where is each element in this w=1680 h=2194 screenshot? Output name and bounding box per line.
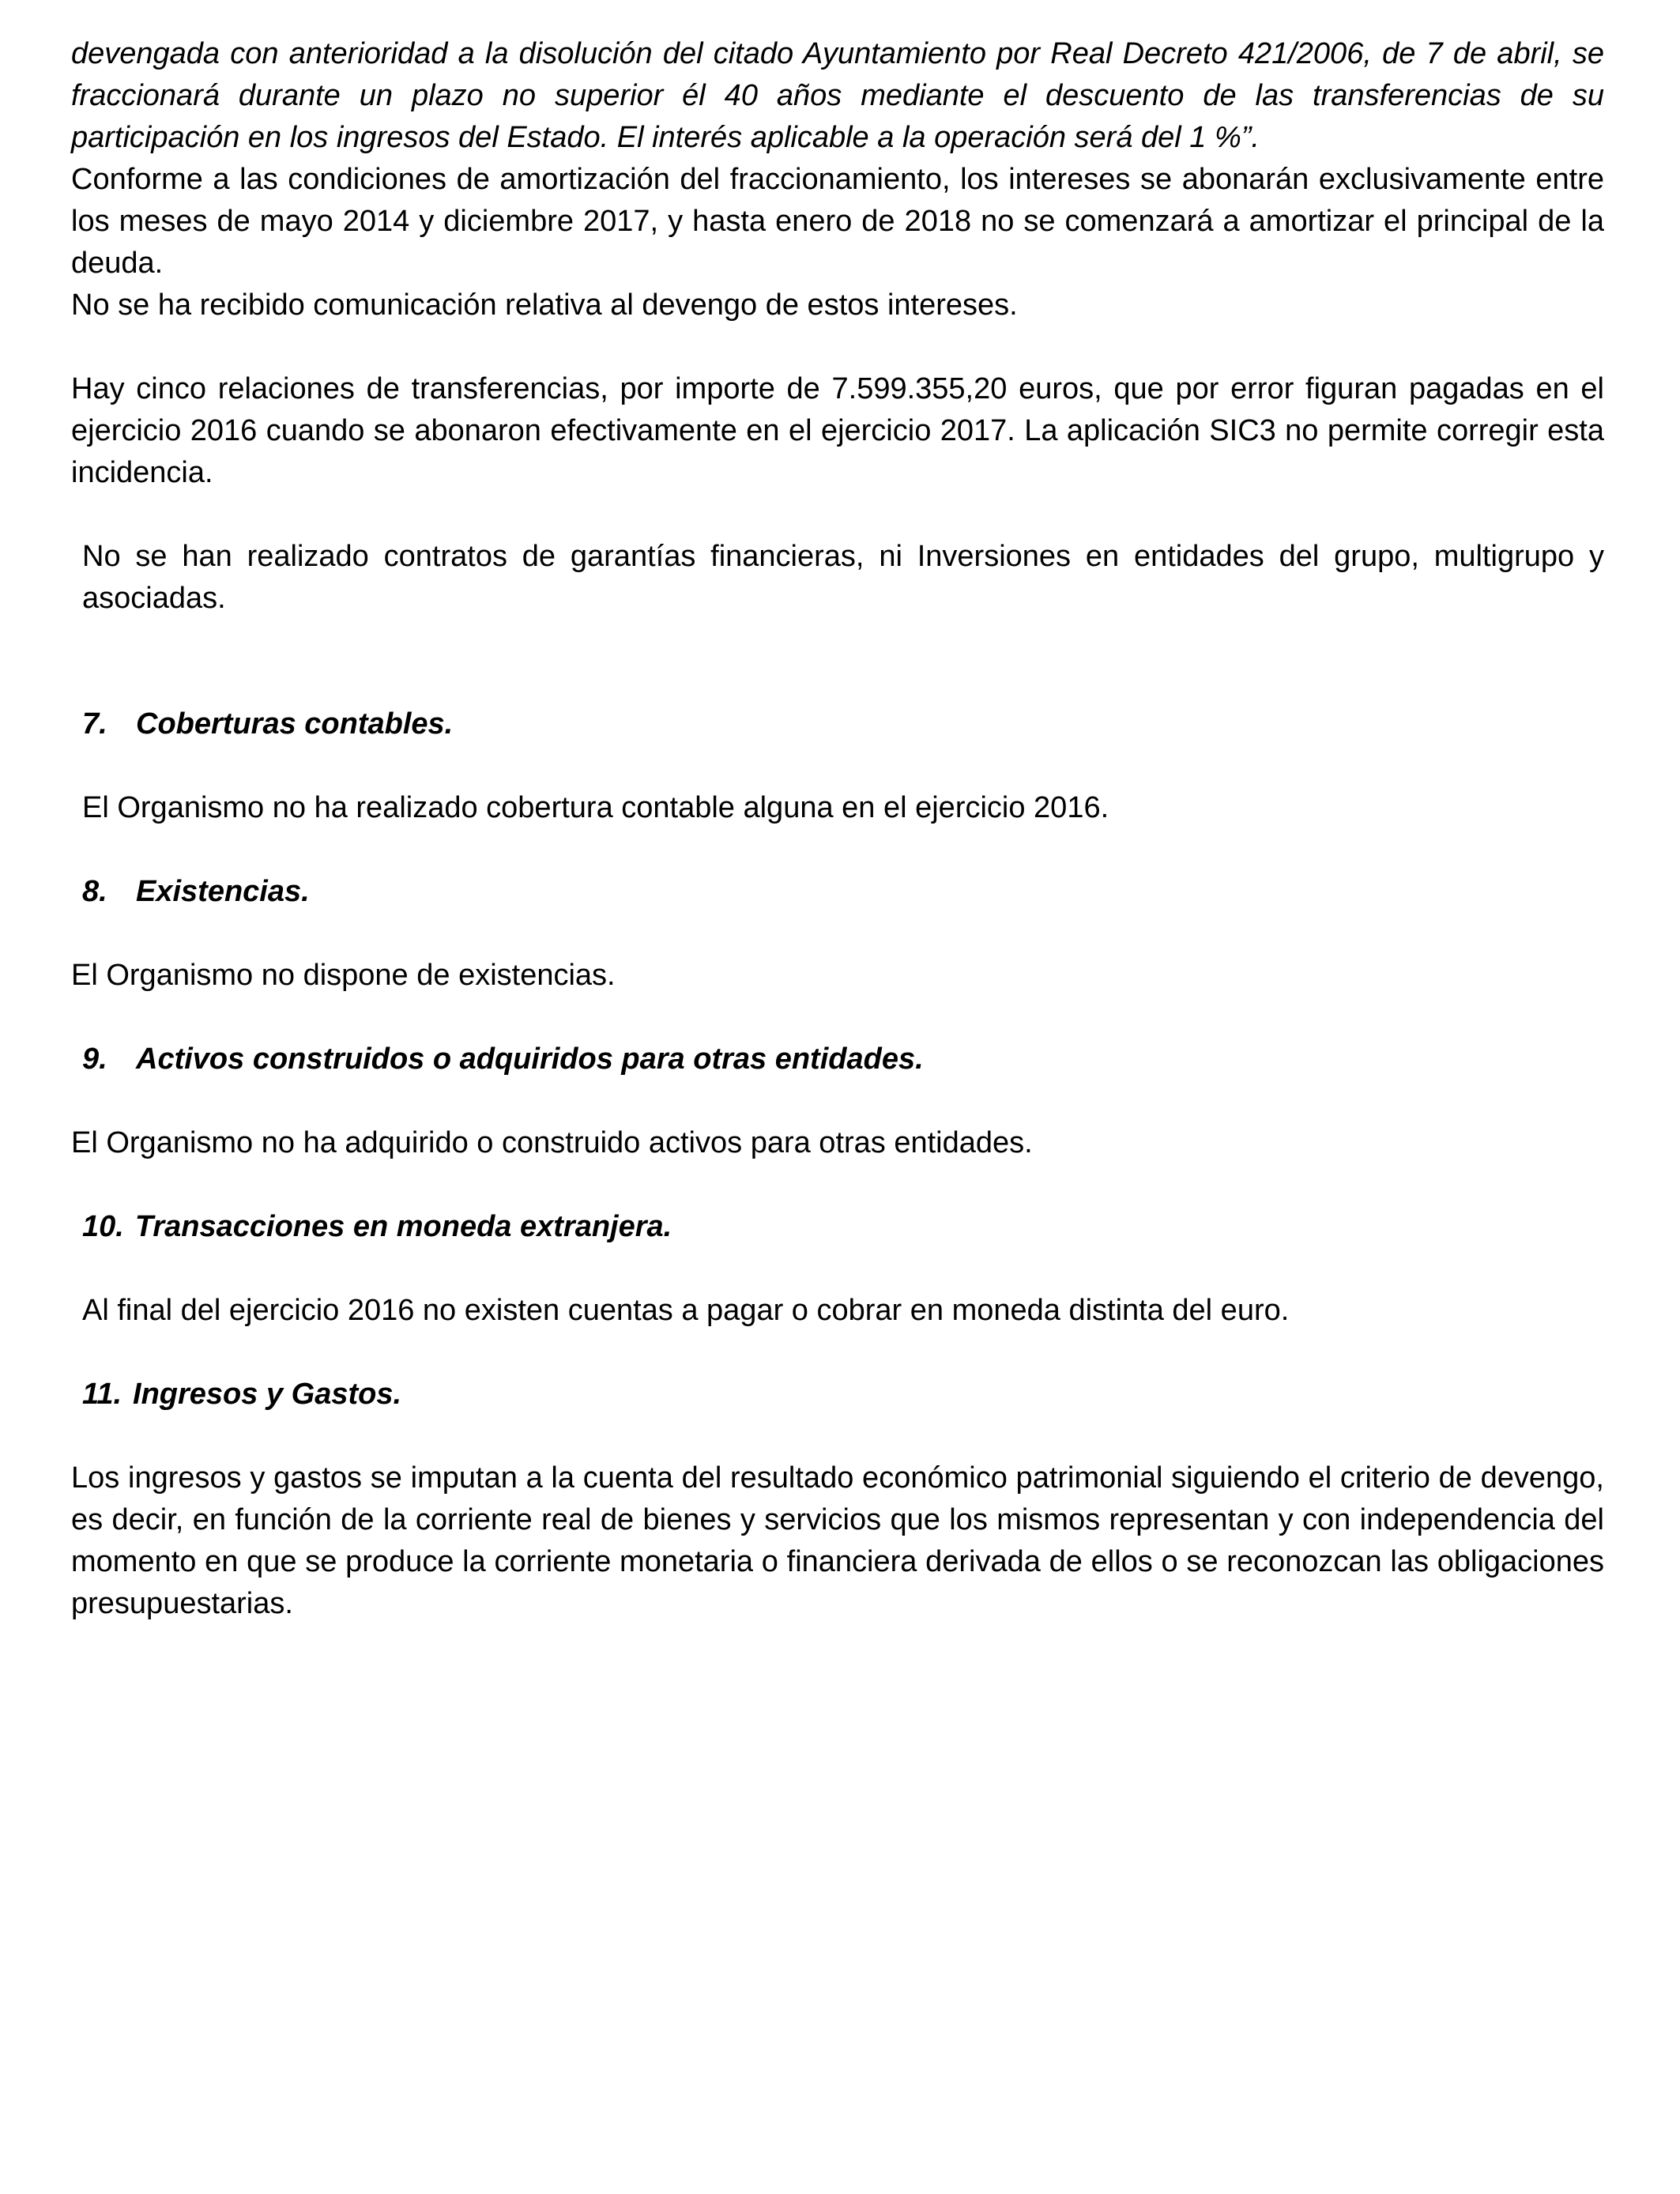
section-number: 8. [82, 875, 107, 908]
paragraph-conforme: Conforme a las condiciones de amortización del fraccionamiento, los intereses se abonarán exclusivamente entre los meses de mayo 2014 y diciembre 2017, y hasta enero de 2018 no se comenzará a amortizar el principal de la deuda. [71, 163, 1604, 280]
section-title: Activos construidos o adquiridos para otras entidades. [136, 1042, 924, 1076]
section-heading-8 [71, 871, 1604, 913]
section-number: 7. [82, 707, 107, 741]
section-title: Coberturas contables. [136, 707, 454, 741]
section-body-8: El Organismo no dispone de existencias. [71, 959, 616, 992]
paragraph-no-recibido: No se ha recibido comunicación relativa al devengo de estos intereses. [71, 288, 1018, 322]
section-number: 11. [82, 1378, 122, 1411]
section-body-7: El Organismo no ha realizado cobertura contable alguna en el ejercicio 2016. [82, 791, 1109, 824]
section-heading-11 [71, 1374, 1604, 1416]
section-body-9: El Organismo no ha adquirido o construido activos para otras entidades. [71, 1126, 1033, 1159]
section-heading-7 [71, 703, 1604, 745]
section-number: 9. [82, 1042, 107, 1076]
paragraph-garantias: No se han realizado contratos de garantías financieras, ni Inversiones en entidades del grupo, multigrupo y asociadas. [82, 540, 1604, 615]
section-heading-10 [71, 1206, 1604, 1248]
section-body-10: Al final del ejercicio 2016 no existen cuentas a pagar o cobrar en moneda distinta del euro. [82, 1294, 1290, 1327]
section-title: Ingresos y Gastos. [133, 1378, 402, 1411]
section-number: 10. [82, 1210, 124, 1243]
paragraph-hay-cinco: Hay cinco relaciones de transferencias, por importe de 7.599.355,20 euros, que por error figuran pagadas en el ejercicio 2016 cuando se abonaron efectivamente en el ejercicio 2017. La aplicación SIC3 no permite corregir esta incidencia. [71, 372, 1604, 489]
intro-italic-paragraph: devengada con anterioridad a la disolución del citado Ayuntamiento por Real Decreto 421/2006, de 7 de abril, se fraccionará durante un plazo no superior él 40 años mediante el descuento de las transferencias de su participación en los ingresos del Estado. El interés aplicable a la operación será del 1 %”. [71, 37, 1604, 154]
document-page [71, 33, 1604, 1625]
section-heading-9 [71, 1039, 1604, 1080]
section-body-11: Los ingresos y gastos se imputan a la cuenta del resultado económico patrimonial siguiendo el criterio de devengo, es decir, en función de la corriente real de bienes y servicios que los mismos representan y con independencia del momento en que se produce la corriente monetaria o financiera derivada de ellos o se reconozcan las obligaciones presupuestarias. [71, 1461, 1604, 1620]
section-title: Transacciones en moneda extranjera. [134, 1210, 672, 1243]
section-title: Existencias. [136, 875, 310, 908]
